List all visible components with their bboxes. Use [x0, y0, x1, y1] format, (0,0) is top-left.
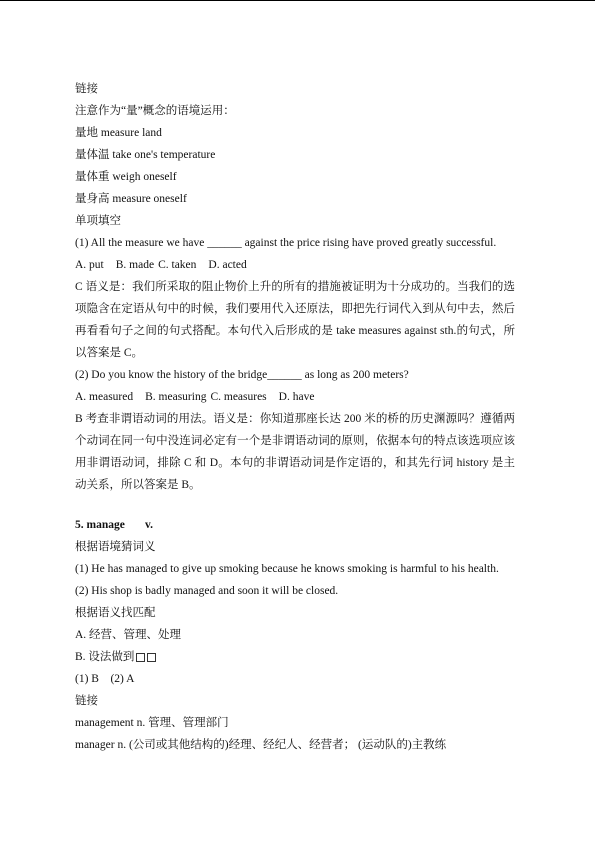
answer-2-explanation: B 考查非谓语动词的用法。语义是：你知道那座长达 200 米的桥的历史渊源吗？遵循两个动词在同一句中没连词必定有一个是非谓语动词的原则，依据本句的特点该选项应该用非谓语动词，排除 C 和 D。本句的非谓语动词是作定语的，和其先行词 history 是主动关系，所以答案是 B。	[75, 413, 515, 491]
usage-note: 注意作为“量”概念的语境运用：	[75, 105, 235, 117]
section-5-heading: 5. manage v.	[75, 519, 153, 531]
option: C. taken	[158, 259, 197, 271]
page-top-rule	[0, 0, 595, 1]
meaning-b: B. 设法做到	[75, 651, 135, 663]
question-1: (1) All the measure we have ______ against the price rising have proved greatly successful.	[75, 237, 497, 249]
section-5-line: management n. 管理、管理部门	[75, 717, 229, 729]
phrase-item: 量体重 weigh oneself	[75, 171, 177, 183]
section-5-line: 根据语义找匹配	[75, 607, 156, 619]
section-5-line	[75, 646, 515, 668]
option: B. measuring	[145, 391, 207, 403]
section-5-line: (1) B (2) A	[75, 673, 135, 685]
option: B. made	[115, 259, 155, 271]
question-1-options	[75, 254, 515, 276]
placeholder-box-icon	[136, 653, 145, 662]
option: C. measures	[210, 391, 267, 403]
section-5-line: (1) He has managed to give up smoking because he knows smoking is harmful to his health.	[75, 563, 499, 575]
phrase-item: 量体温 take one's temperature	[75, 149, 216, 161]
option: A. measured	[75, 391, 134, 403]
question-2: (2) Do you know the history of the bridge______ as long as 200 meters?	[75, 369, 409, 381]
link-heading: 链接	[75, 83, 98, 95]
section-5-line: A. 经营、管理、处理	[75, 629, 182, 641]
section-5-line: 根据语境猜词义	[75, 541, 156, 553]
option: D. have	[278, 391, 315, 403]
question-2-options	[75, 386, 515, 408]
phrase-item: 量地 measure land	[75, 127, 162, 139]
section-5-line: manager n. (公司或其他结构的)经理、经纪人、经营者； (运动队的)主教练	[75, 739, 447, 751]
answer-1-explanation: C 语义是：我们所采取的阻止物价上升的所有的措施被证明为十分成功的。当我们的选项隐含在定语从句中的时候，我们要用代入还原法，即把先行词代入到从句中去，然后再看看句子之间的句式搭配。本句代入后形成的是 take measures against sth.的句式，所以答案是 C。	[75, 281, 515, 359]
document-body	[75, 78, 515, 756]
phrase-item: 量身高 measure oneself	[75, 193, 187, 205]
option: D. acted	[208, 259, 247, 271]
option: A. put	[75, 259, 104, 271]
placeholder-box-icon	[147, 653, 156, 662]
exercise-heading: 单项填空	[75, 215, 121, 227]
section-5-line: 链接	[75, 695, 98, 707]
section-5-line: (2) His shop is badly managed and soon it will be closed.	[75, 585, 339, 597]
